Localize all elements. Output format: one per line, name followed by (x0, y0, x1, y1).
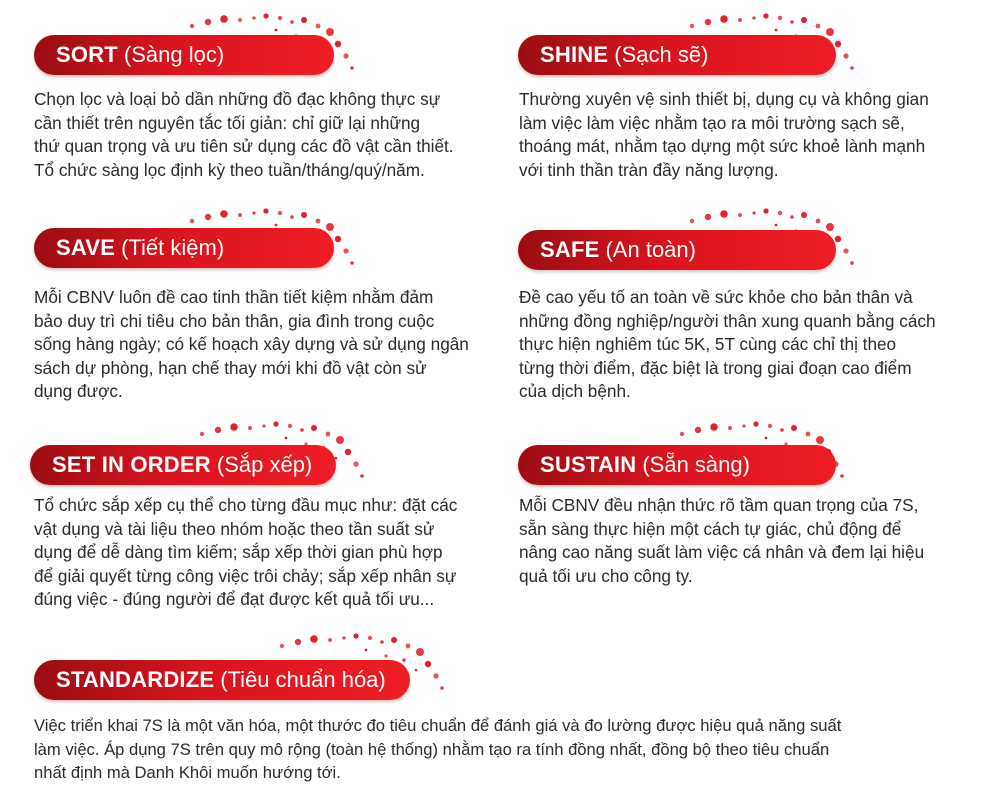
section-keyword: SET IN ORDER (52, 452, 211, 477)
body-line: Mỗi CBNV luôn đề cao tinh thần tiết kiệm nhằm đảm (34, 287, 434, 307)
body-line: sách dự phòng, hạn chế thay mới khi đồ vật còn sử (34, 357, 427, 378)
section-keyword: SUSTAIN (540, 452, 637, 477)
decorative-dot (738, 18, 742, 22)
body-line: để giải quyết từng công việc trôi chảy; sắp xếp nhân sự (34, 565, 457, 586)
decorative-dot (826, 223, 834, 231)
decorative-dot (262, 424, 265, 427)
section-body (519, 494, 989, 588)
decorative-dot (433, 673, 438, 678)
body-line: Chọn lọc và loại bỏ dần những đồ đạc không thực sự (34, 89, 441, 109)
decorative-dot (720, 210, 728, 218)
decorative-dot (190, 219, 194, 223)
decorative-dot (273, 421, 278, 426)
decorative-dot (328, 638, 332, 642)
decorative-dot (343, 248, 348, 253)
decorative-dot (690, 24, 694, 28)
decorative-dot (391, 637, 397, 643)
decorative-dot (680, 432, 684, 436)
body-line: Việc triển khai 7S là một văn hóa, một thước đo tiêu chuẩn để đánh giá và đo lường được hiệu quả năng suất (34, 716, 842, 735)
decorative-dot (835, 41, 841, 47)
body-line: vật dụng và tài liệu theo nhóm hoặc theo tần suất sử (34, 518, 435, 539)
decorative-dot (345, 449, 351, 455)
decorative-dot (695, 427, 701, 433)
body-line: quả tối ưu cho công ty. (519, 565, 693, 586)
decorative-dot (835, 236, 841, 242)
decorative-dot (406, 644, 411, 649)
decorative-dot (290, 20, 294, 24)
body-line: làm việc. Áp dụng 7S trên quy mô rộng (toàn hệ thống) nhằm tạo ra tính đồng nhất, đồng bộ theo tiêu chuẩn (34, 739, 830, 759)
decorative-dot (311, 425, 317, 431)
decorative-dot (850, 66, 854, 70)
body-line: bảo duy trì chi tiêu cho bản thân, gia đình trong cuộc (34, 310, 435, 331)
decorative-dot (295, 639, 301, 645)
decorative-dot (343, 53, 348, 58)
decorative-dot (768, 424, 772, 428)
decorative-dot (350, 66, 354, 70)
decorative-dot (763, 208, 768, 213)
decorative-dot (365, 649, 368, 652)
section-body (34, 286, 504, 404)
decorative-dot (752, 211, 755, 214)
decorative-dot (402, 658, 406, 662)
decorative-dot (791, 425, 797, 431)
section-label: (Sẵn sàng) (642, 452, 750, 477)
decorative-dot (816, 436, 824, 444)
body-line: từng thời điểm, đặc biệt là trong giai đoạn cao điểm (519, 357, 912, 378)
decorative-dot (278, 211, 282, 215)
section-keyword: STANDARDIZE (56, 667, 215, 692)
decorative-dot (843, 53, 848, 58)
decorative-dot (200, 432, 204, 436)
decorative-dot (280, 644, 284, 648)
section-keyword: SORT (56, 42, 118, 67)
decorative-dot (263, 208, 268, 213)
decorative-dot (843, 248, 848, 253)
body-line: Đề cao yếu tố an toàn về sức khỏe cho bản thân và (519, 287, 913, 307)
decorative-dot (230, 423, 238, 431)
body-line: dụng được. (34, 381, 123, 402)
decorative-dot (301, 212, 307, 218)
decorative-dot (205, 19, 211, 25)
decorative-dot (300, 428, 304, 432)
body-line: thực hiện nghiêm túc 5K, 5T cùng các chỉ thị theo (519, 334, 897, 355)
decorative-dot (275, 29, 278, 32)
decorative-dot (335, 41, 341, 47)
decorative-dot (215, 427, 221, 433)
decorative-dot (248, 426, 252, 430)
section-keyword: SAVE (56, 235, 116, 260)
pill-standardize (34, 660, 410, 700)
section-body (34, 494, 504, 612)
body-line: nhất định mà Danh Khôi muốn hướng tới. (34, 763, 341, 783)
decorative-dot (440, 686, 444, 690)
decorative-dot (705, 19, 711, 25)
decorative-dot (425, 661, 431, 667)
decorative-dot (816, 219, 821, 224)
decorative-dot (416, 648, 424, 656)
decorative-dot (336, 436, 344, 444)
body-line: thoáng mát, nhằm tạo dựng một sức khoẻ lành mạnh (519, 136, 926, 157)
pill-shine (518, 35, 836, 75)
section-label: (An toàn) (605, 237, 696, 262)
decorative-dot (775, 29, 778, 32)
decorative-dot (220, 210, 228, 218)
pill-sustain (518, 445, 836, 485)
decorative-dot (275, 224, 278, 227)
decorative-dot (316, 219, 321, 224)
decorative-dot (326, 223, 334, 231)
pill-save (34, 228, 334, 268)
decorative-dot (252, 211, 255, 214)
decorative-dot (353, 461, 358, 466)
body-line: cần thiết trên nguyên tắc tối giản: chỉ giữ lại những (34, 112, 421, 133)
section-body (34, 714, 994, 785)
decorative-dot (765, 437, 768, 440)
body-line: Mỗi CBNV đều nhận thức rõ tầm quan trọng của 7S, (519, 495, 919, 515)
decorative-dot (840, 474, 844, 478)
body-line: làm việc làm việc nhằm tạo ra môi trường sạch sẽ, (519, 112, 905, 133)
decorative-dot (806, 432, 811, 437)
decorative-dot (326, 28, 334, 36)
section-keyword: SAFE (540, 237, 600, 262)
decorative-dot (705, 214, 711, 220)
decorative-dot (790, 20, 794, 24)
decorative-dot (310, 635, 318, 643)
decorative-dot (190, 24, 194, 28)
body-line: dụng để dễ dàng tìm kiếm; sắp xếp thời gian phù hợp (34, 542, 443, 563)
body-line: đúng việc - đúng người để đạt được kết quả tối ưu... (34, 589, 435, 610)
decorative-dot (728, 426, 732, 430)
decorative-dot (238, 213, 242, 217)
pill-safe (518, 230, 836, 270)
decorative-dot (742, 424, 745, 427)
decorative-dot (790, 215, 794, 219)
decorative-dot (290, 215, 294, 219)
section-body (34, 88, 504, 182)
decorative-dot (350, 261, 354, 265)
decorative-dot (380, 640, 384, 644)
section-label: (Tiêu chuẩn hóa) (220, 667, 386, 692)
decorative-dot (738, 213, 742, 217)
decorative-dot (753, 421, 758, 426)
pill-set-in-order (30, 445, 336, 485)
decorative-dot (690, 219, 694, 223)
decorative-dot (763, 13, 768, 18)
body-line: Tổ chức sắp xếp cụ thể cho từng đầu mục như: đặt các (34, 495, 458, 515)
decorative-dot (263, 13, 268, 18)
decorative-dot (238, 18, 242, 22)
decorative-dot (301, 17, 307, 23)
decorative-dot (752, 16, 755, 19)
body-line: Tổ chức sàng lọc định kỳ theo tuần/tháng/quý/năm. (34, 159, 425, 180)
section-keyword: SHINE (540, 42, 609, 67)
decorative-dot (850, 261, 854, 265)
decorative-dot (826, 28, 834, 36)
body-line: thứ quan trọng và ưu tiên sử dụng các đồ vật cần thiết. (34, 136, 454, 157)
decorative-dot (775, 224, 778, 227)
section-body (519, 286, 989, 404)
decorative-dot (353, 633, 358, 638)
decorative-dot (720, 15, 728, 23)
section-label: (Sàng lọc) (123, 42, 225, 67)
decorative-dot (220, 15, 228, 23)
decorative-dot (285, 437, 288, 440)
decorative-dot (816, 24, 821, 29)
decorative-dot (801, 212, 807, 218)
body-line: những đồng nghiệp/người thân xung quanh bằng cách (519, 310, 936, 331)
decorative-dot (205, 214, 211, 220)
decorative-dot (288, 424, 292, 428)
decorative-dot (335, 236, 341, 242)
decorative-dot (360, 474, 364, 478)
decorative-dot (415, 669, 418, 672)
decorative-dot (780, 428, 784, 432)
decorative-dot (801, 17, 807, 23)
decorative-dot (278, 16, 282, 20)
decorative-dot (252, 16, 255, 19)
decorative-dot (342, 636, 345, 639)
body-line: với tinh thần tràn đầy năng lượng. (519, 159, 779, 180)
decorative-dot (316, 24, 321, 29)
section-label: (Sạch sẽ) (614, 42, 709, 67)
pill-sort (34, 35, 334, 75)
decorative-dot (710, 423, 718, 431)
decorative-dot (384, 654, 387, 657)
decorative-dot (778, 211, 782, 215)
body-line: của dịch bệnh. (519, 381, 631, 402)
body-line: sống hàng ngày; có kế hoạch xây dựng và sử dụng ngân (34, 334, 469, 355)
decorative-dot (368, 636, 372, 640)
section-label: (Tiết kiệm) (121, 235, 225, 260)
decorative-dot (326, 432, 331, 437)
body-line: nâng cao năng suất làm việc cá nhân và đem lại hiệu (519, 542, 925, 563)
body-line: sẵn sàng thực hiện một cách tự giác, chủ động để (519, 518, 902, 539)
section-label: (Sắp xếp) (216, 452, 313, 477)
section-body (519, 88, 989, 182)
decorative-dot (778, 16, 782, 20)
body-line: Thường xuyên vệ sinh thiết bị, dụng cụ và không gian (519, 89, 929, 109)
